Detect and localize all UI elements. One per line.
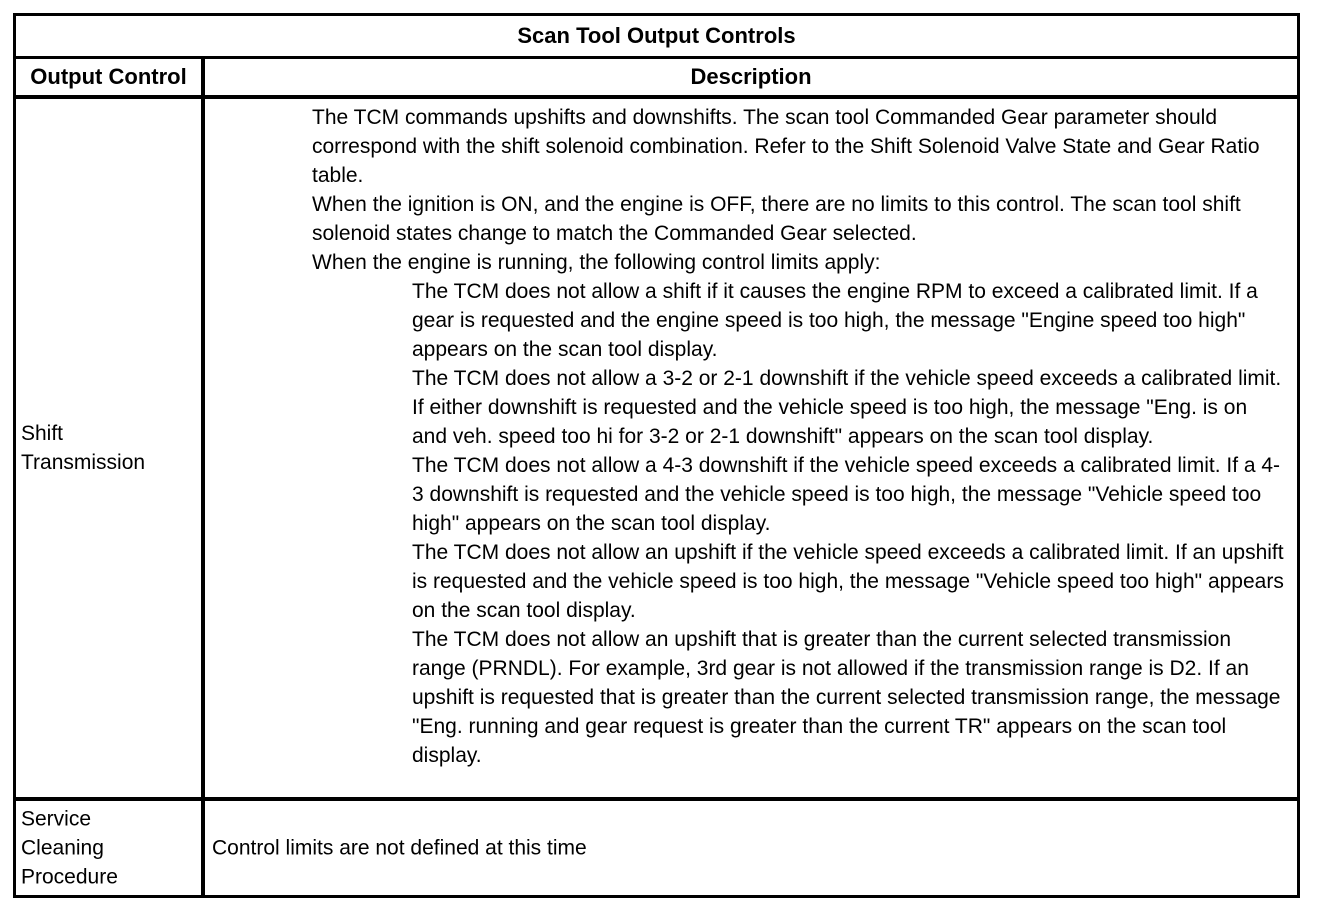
control-limit-item: The TCM does not allow a 3-2 or 2-1 downshift if the vehicle speed exceeds a calibrated limit. If either downshift is requested and the vehicle speed is too high, the message "Eng. is on and veh. speed too hi for 3-2 or 2-1 downshift" appears on the scan tool display.: [412, 367, 1282, 448]
control-limit-item: The TCM does not allow an upshift that is greater than the current selected transmission range (PRNDL). For example, 3rd gear is not allowed if the transmission range is D2. If an upshift is requested that is greater than the current selected transmission range, the message "Eng. running and gear request is greater than the current TR" appears on the scan tool display.: [412, 628, 1281, 767]
table-row-service-cleaning: [16, 801, 1297, 895]
description-paragraph: When the ignition is ON, and the engine is OFF, there are no limits to this control. The scan tool shift solenoid states change to match the Commanded Gear selected.: [312, 193, 1241, 245]
table-title: Scan Tool Output Controls: [16, 16, 1297, 59]
output-controls-table: [13, 13, 1300, 898]
table-row-shift-transmission: [16, 99, 1297, 801]
table-header-row: [16, 59, 1297, 99]
output-control-name: Shift Transmission: [21, 422, 146, 474]
output-control-name: Service Cleaning Procedure: [21, 807, 118, 889]
description-paragraph: The TCM commands upshifts and downshifts. The scan tool Commanded Gear parameter should correspond with the shift solenoid combination. Refer to the Shift Solenoid Valve State and Gear Ratio table.: [312, 106, 1260, 187]
description-cell: [205, 99, 1297, 797]
description-text: [312, 103, 1287, 770]
description-cell: [205, 801, 1297, 895]
description-text: Control limits are not defined at this time: [212, 836, 587, 860]
header-output-control: Output Control: [16, 59, 205, 95]
description-paragraph: When the engine is running, the following control limits apply:: [312, 251, 881, 274]
output-control-cell: [16, 801, 205, 895]
output-control-cell: [16, 99, 205, 797]
header-description: Description: [690, 64, 812, 89]
control-limit-item: The TCM does not allow an upshift if the vehicle speed exceeds a calibrated limit. If an upshift is requested and the vehicle speed is too high, the message "Vehicle speed too high" appears on the scan tool display.: [412, 541, 1284, 622]
control-limit-item: The TCM does not allow a shift if it causes the engine RPM to exceed a calibrated limit. If a gear is requested and the engine speed is too high, the message "Engine speed too high" appears on the scan tool display.: [412, 280, 1258, 361]
control-limit-item: The TCM does not allow a 4-3 downshift if the vehicle speed exceeds a calibrated limit. If a 4-3 downshift is requested and the vehicle speed is too high, the message "Vehicle speed too high" appears on the scan tool display.: [412, 454, 1281, 535]
